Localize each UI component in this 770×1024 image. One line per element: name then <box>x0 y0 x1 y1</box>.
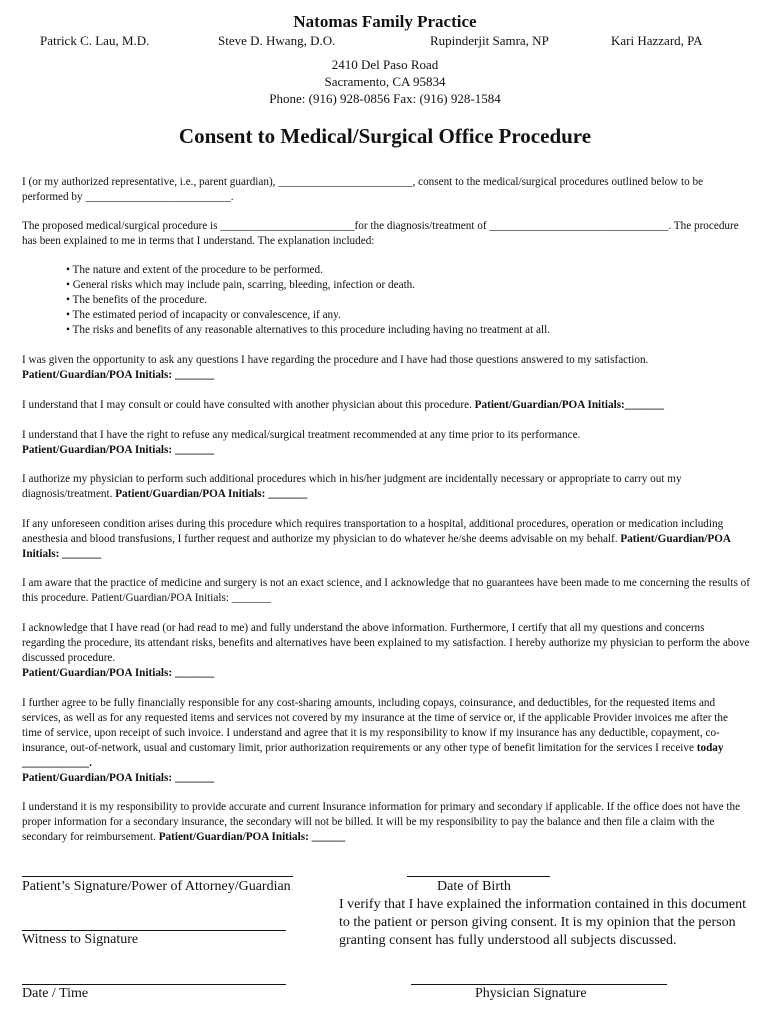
initials-field: Patient/Guardian/POA Initials: ______ <box>158 831 346 843</box>
initials-field: Patient/Guardian/POA Initials: _______ <box>115 488 308 500</box>
initials-field: Patient/Guardian/POA Initials: _______ <box>22 444 215 456</box>
date-time-line[interactable] <box>22 984 286 985</box>
today-field: today ____________. <box>22 742 724 769</box>
witness-signature-label: Witness to Signature <box>22 932 139 947</box>
patient-signature-line[interactable] <box>22 876 293 877</box>
practice-name: Natomas Family Practice <box>293 12 477 31</box>
clause-text: I further agree to be fully financially responsible for any cost-sharing amounts, including copays, coinsurance, and deductibles, for the requested items and services, as well as for any requested items and services not covered by my insurance at the time of service or, if the applicable Provider invoices me after the time of service, upon receipt of such invoice. I understand and agree that it is my responsibility to know if my insurance has any deductible, copayment, co-insurance, out-of-network, usual and customary limit, prior authorization requirements or any other type of benefit limitation for the services I receive <box>22 697 728 754</box>
provider-name: Rupinderjit Samra, NP <box>430 33 549 48</box>
address-street: 2410 Del Paso Road <box>331 57 439 72</box>
clause-refuse <box>22 428 750 458</box>
list-item: • General risks which may include pain, scarring, bleeding, infection or death. <box>66 279 416 291</box>
clause-unforeseen <box>22 517 750 562</box>
clause-financial <box>22 696 750 786</box>
patient-signature-label: Patient’s Signature/Power of Attorney/Guardian <box>22 879 291 894</box>
physician-verification-text: I verify that I have explained the information contained in this document to the patient or person giving consent. It is my opinion that the person granting consent has fully understood all subjects discussed. <box>339 897 747 948</box>
date-of-birth-line[interactable] <box>407 876 550 877</box>
date-of-birth-label: Date of Birth <box>437 879 511 894</box>
clause-text: I understand that I have the right to refuse any medical/surgical treatment recommended at any time prior to its performance. <box>22 429 581 441</box>
list-item: • The estimated period of incapacity or convalescence, if any. <box>66 309 341 321</box>
clause-text: I acknowledge that I have read (or had read to me) and fully understand the above information. Furthermore, I certify that all my questions and concerns regarding the procedure, its attendant risks, benefits and alternatives have been explained to my satisfaction. I hereby authorize my physician to perform the above discussed procedure. <box>22 622 750 664</box>
initials-field: Patient/Guardian/POA Initials: _______ <box>22 772 215 784</box>
clause-consult <box>22 398 750 413</box>
witness-signature-line[interactable] <box>22 930 286 931</box>
clause-acknowledge <box>22 621 750 681</box>
clause-insurance <box>22 800 750 845</box>
provider-name: Kari Hazzard, PA <box>611 33 703 48</box>
provider-name: Patrick C. Lau, M.D. <box>40 33 150 48</box>
clause-additional-procedures <box>22 472 750 502</box>
date-time-label: Date / Time <box>22 986 89 1001</box>
initials-field: Patient/Guardian/POA Initials: _______ <box>22 533 731 560</box>
initials-field: Patient/Guardian/POA Initials: _______ <box>22 369 215 381</box>
clause-text: I understand it is my responsibility to provide accurate and current Insurance information for primary and secondary if applicable. If the office does not have the proper information for a secondary insurance, the secondary will not be billed. It will be my responsibility to pay the balance and then file a claim with the secondary for reimbursement. <box>22 801 741 843</box>
initials-field: Patient/Guardian/POA Initials:_______ <box>474 399 664 411</box>
list-item: • The risks and benefits of any reasonable alternatives to this procedure including having no treatment at all. <box>66 324 551 336</box>
clause-text: I authorize my physician to perform such additional procedures which in his/her judgment are incidentally necessary or appropriate to carry out my diagnosis/treatment. <box>22 473 682 500</box>
provider-name: Steve D. Hwang, D.O. <box>218 33 336 48</box>
phone-fax: Phone: (916) 928-0856 Fax: (916) 928-1584 <box>269 91 501 106</box>
initials-field: Patient/Guardian/POA Initials: _______ <box>22 667 215 679</box>
procedure-paragraph: The proposed medical/surgical procedure is ________________________for the diagnosis/treatment of ________________________________. The procedure has been explained to me in terms that I understand. The explanation included: <box>22 220 739 247</box>
address-city: Sacramento, CA 95834 <box>324 74 446 89</box>
clause-no-guarantee: I am aware that the practice of medicine and surgery is not an exact science, and I acknowledge that no guarantees have been made to me concerning the results of this procedure. Patient/Guardian/POA Initials: _______ <box>22 577 750 604</box>
clause-questions <box>22 353 750 383</box>
clause-text: If any unforeseen condition arises during this procedure which requires transportation to a hospital, additional procedures, operation or medication including anesthesia and blood transfusions, I further request and authorize my physician to do whatever he/she deems advisable on my behalf. <box>22 518 724 545</box>
list-item: • The benefits of the procedure. <box>66 294 208 306</box>
explanation-list <box>66 263 550 338</box>
document-title: Consent to Medical/Surgical Office Procedure <box>178 124 592 148</box>
physician-signature-label: Physician Signature <box>475 986 587 1001</box>
clause-text: I was given the opportunity to ask any questions I have regarding the procedure and I have had those questions answered to my satisfaction. <box>22 354 649 366</box>
intro-paragraph: I (or my authorized representative, i.e., parent guardian), ________________________, consent to the medical/surgical procedures outlined below to be performed by __________________________. <box>22 176 704 203</box>
list-item: • The nature and extent of the procedure to be performed. <box>66 264 323 276</box>
clause-text: I understand that I may consult or could have consulted with another physician about this procedure. <box>22 399 475 411</box>
physician-signature-line[interactable] <box>411 984 667 985</box>
